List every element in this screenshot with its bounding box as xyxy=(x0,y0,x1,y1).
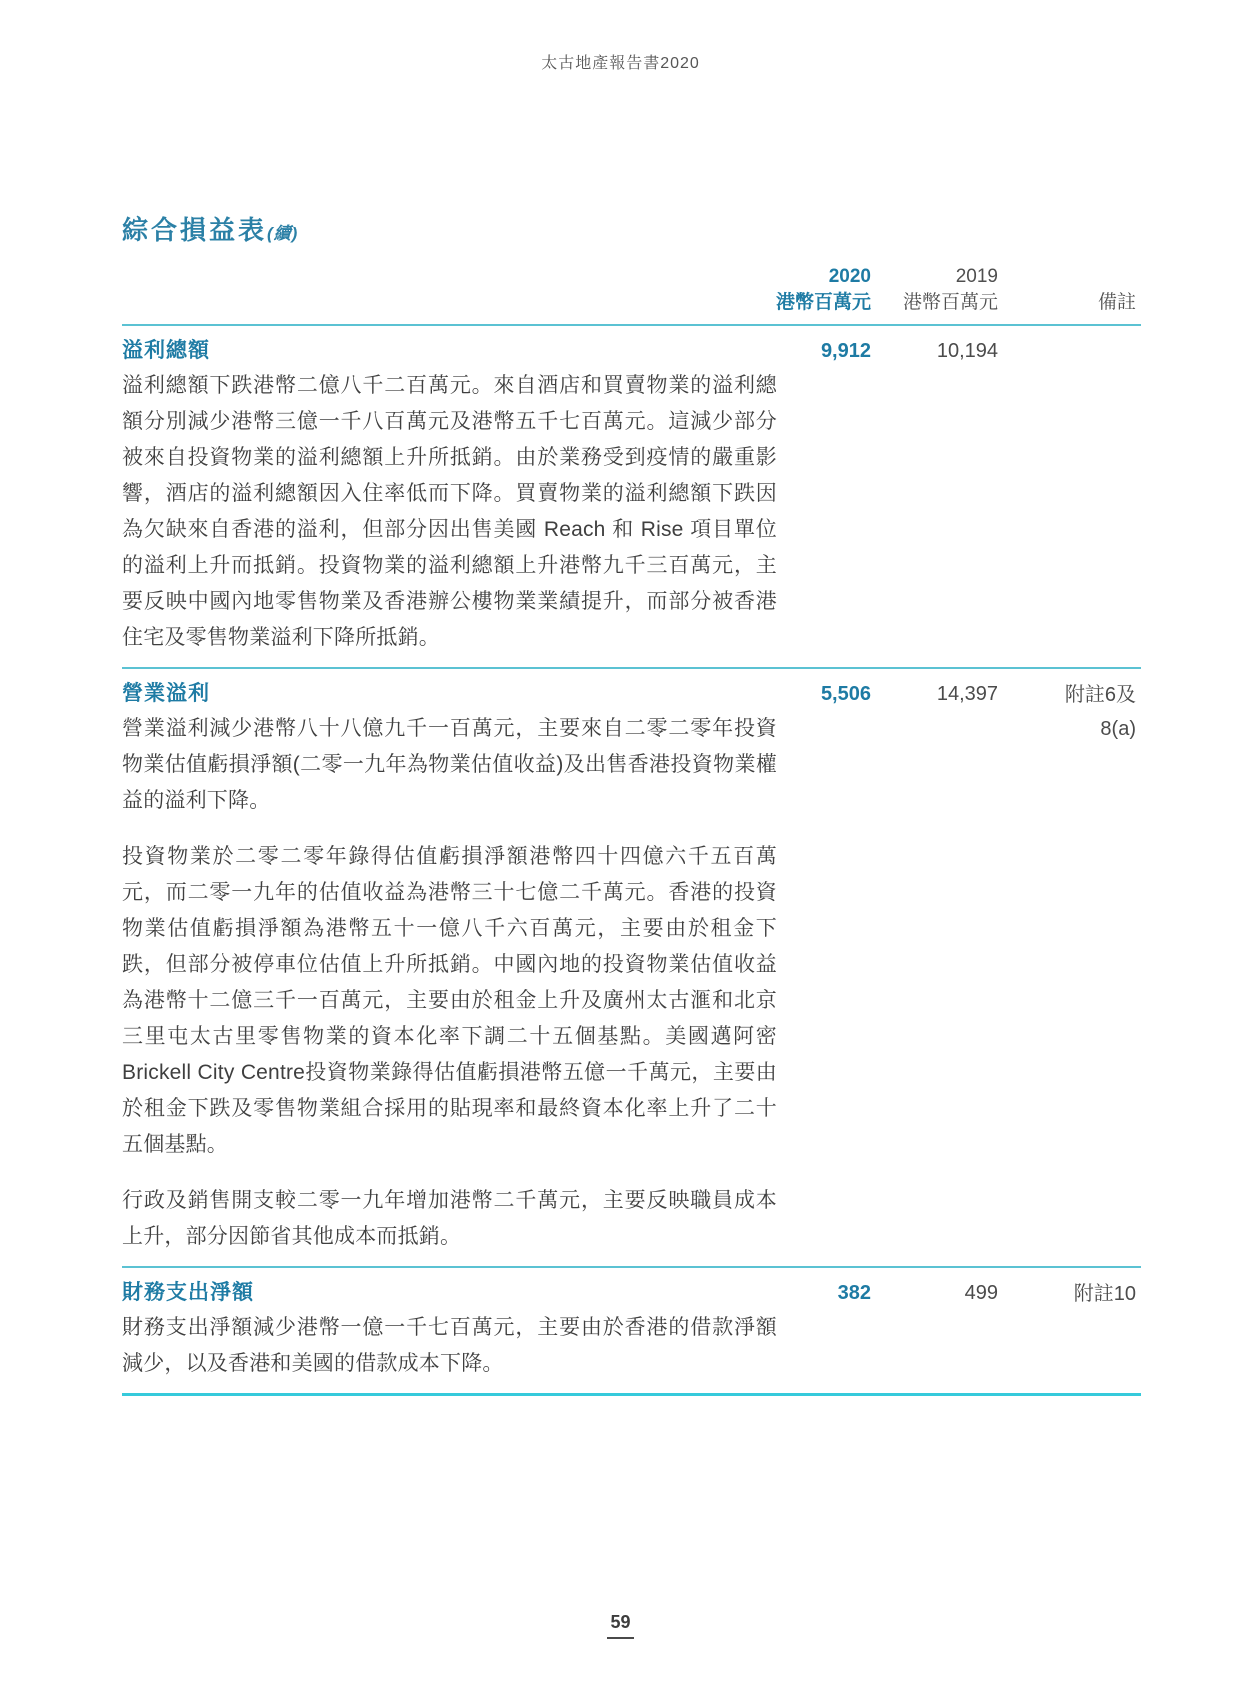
note-line-1: 附註6及 xyxy=(1064,684,1136,706)
page-footer xyxy=(0,1612,1241,1639)
section-gross-profit xyxy=(122,326,1141,667)
section-heading-gross-profit: 溢利總額 xyxy=(122,339,210,362)
column-unit-2020: 港幣百萬元 xyxy=(775,292,871,313)
section-operating-profit xyxy=(122,669,1141,1266)
column-year-2020: 2020 xyxy=(828,266,871,287)
note-reference-net-finance-charges xyxy=(1074,1277,1136,1311)
section-heading-operating-profit: 營業溢利 xyxy=(122,682,210,705)
value-2020-operating-profit: 5,506 xyxy=(820,683,871,705)
section-net-finance-charges xyxy=(122,1268,1141,1393)
column-year-2019: 2019 xyxy=(955,266,998,287)
page-number: 59 xyxy=(607,1612,633,1639)
paragraph: 投資物業於二零二零年錄得估值虧損淨額港幣四十四億六千五百萬元，而二零一九年的估值收益為港幣三十七億二千萬元。香港的投資物業估值虧損淨額為港幣五十一億八千六百萬元，主要由於租金下跌，但部分被停車位估值上升所抵銷。中國內地的投資物業估值收益為港幣十二億三千一百萬元，主要由於租金上升及廣州太古滙和北京三里屯太古里零售物業的資本化率下調二十五個基點。美國邁阿密Brickell City Centre投資物業錄得估值虧損港幣五億一千萬元，主要由於租金下跌及零售物業組合採用的貼現率和最終資本化率上升了二十五個基點。 xyxy=(122,845,777,1156)
column-header-2019 xyxy=(903,264,998,316)
value-2019-operating-profit: 14,397 xyxy=(936,683,998,705)
paragraph: 財務支出淨額減少港幣一億一千七百萬元，主要由於香港的借款淨額減少，以及香港和美國的借款成本下降。 xyxy=(122,1316,777,1375)
note-line-2: 8(a) xyxy=(1100,718,1136,740)
value-2019-gross-profit: 10,194 xyxy=(936,340,998,362)
paragraph: 行政及銷售開支較二零一九年增加港幣二千萬元，主要反映職員成本上升，部分因節省其他成本而抵銷。 xyxy=(122,1189,777,1248)
document-header: 太古地產報告書2020 xyxy=(541,55,700,72)
column-header-notes: 備註 xyxy=(1097,292,1136,313)
column-unit-2019: 港幣百萬元 xyxy=(902,292,998,313)
value-2019-net-finance-charges: 499 xyxy=(964,1282,998,1304)
note-reference-operating-profit xyxy=(1065,678,1136,746)
page-title-suffix: (續) xyxy=(267,224,299,243)
section-heading-net-finance-charges: 財務支出淨額 xyxy=(122,1281,254,1304)
page-title-text: 綜合損益表 xyxy=(122,215,268,245)
table-rule-bottom xyxy=(122,1393,1141,1396)
page-title xyxy=(122,214,1141,250)
table-column-headers xyxy=(122,264,1141,316)
paragraph: 溢利總額下跌港幣二億八千二百萬元。來自酒店和買賣物業的溢利總額分別減少港幣三億一千八百萬元及港幣五千七百萬元。這減少部分被來自投資物業的溢利總額上升所抵銷。由於業務受到疫情的嚴重影響，酒店的溢利總額因入住率低而下降。買賣物業的溢利總額下跌因為欠缺來自香港的溢利，但部分因出售美國 Reach 和 Rise 項目單位的溢利上升而抵銷。投資物業的溢利總額上升港幣九千三百萬元，主要反映中國內地零售物業及香港辦公樓物業業績提升，而部分被香港住宅及零售物業溢利下降所抵銷。 xyxy=(122,374,777,649)
column-header-2020 xyxy=(776,264,871,316)
note-line-1: 附註10 xyxy=(1073,1283,1136,1305)
value-2020-net-finance-charges: 382 xyxy=(837,1282,871,1304)
content-area xyxy=(122,214,1141,1396)
paragraph: 營業溢利減少港幣八十八億九千一百萬元，主要來自二零二零年投資物業估值虧損淨額(二零一九年為物業估值收益)及出售香港投資物業權益的溢利下降。 xyxy=(122,717,777,812)
value-2020-gross-profit: 9,912 xyxy=(820,340,871,362)
